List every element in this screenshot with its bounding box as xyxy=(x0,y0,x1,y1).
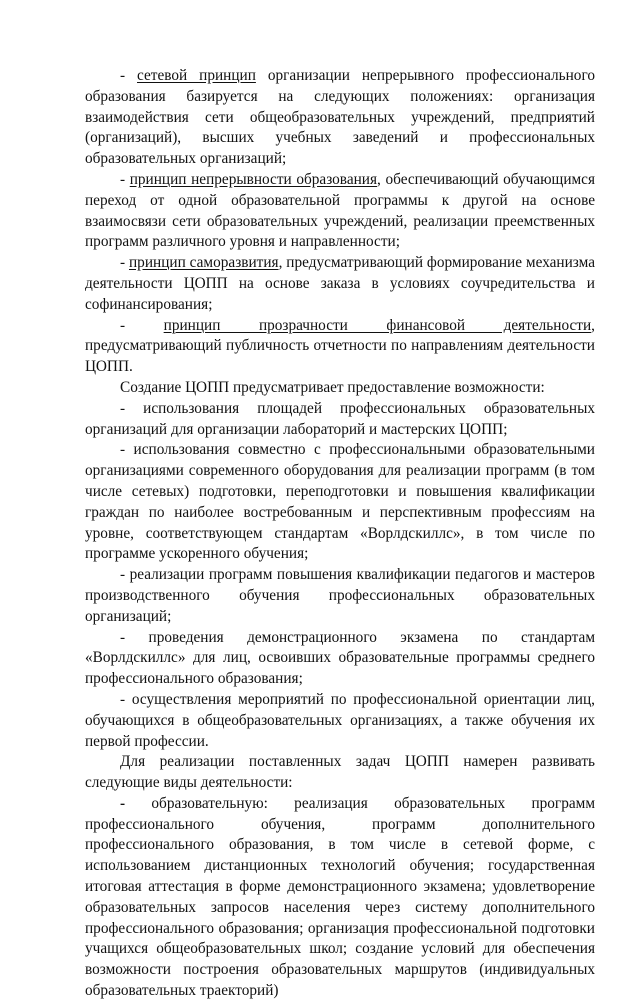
paragraph-transparency-principle xyxy=(85,316,595,378)
paragraph-activities-intro: Для реализации поставленных задач ЦОПП намерен развивать следующие виды деятельности: xyxy=(85,753,595,792)
document-body xyxy=(85,66,595,1002)
paragraph-career-guidance: - осуществления мероприятий по профессиональной ориентации лиц, обучающихся в общеобразовательных организациях, а также обучения их первой профессии. xyxy=(85,690,595,750)
paragraph-dash: - xyxy=(120,254,129,272)
paragraph-network-principle xyxy=(85,66,595,170)
paragraph-self-development-principle xyxy=(85,253,595,315)
paragraph-text: организации непрерывного профессионального образования базируется на следующих положениях: организация взаимодействия сети общеобразовательных учреждений, предприятий (организаций), высших учебных заведений и профессиональных образовательных организаций; xyxy=(85,67,595,168)
paragraph-use-of-premises: - использования площадей профессиональных образовательных организаций для организации лабораторий и мастерских ЦОПП; xyxy=(85,399,595,438)
principle-term: сетевой принцип xyxy=(137,67,256,84)
paragraph-educational-activity xyxy=(85,794,595,1002)
paragraph-joint-equipment: - использования совместно с профессиональными образовательными организациями современного оборудования для реализации программ (в том числе сетевых) подготовки, переподготовки и повышения квалификации граждан по наиболее востребованным и перспективным профессиям на уровне, соответствующем стандартам «Ворлдскиллс», в том числе по программе ускоренного обучения; xyxy=(85,441,595,563)
paragraph-text: , обеспечивающий обучающимся переход от одной образовательной программы к другой на основе взаимосвязи сети образовательных учреждений, реализации преемственных программ различного уровня и направленности; xyxy=(85,170,596,251)
paragraph-continuity-principle xyxy=(85,170,595,253)
paragraph-demo-exam: - проведения демонстрационного экзамена по стандартам «Ворлдскиллс» для лиц, освоивших образовательные программы среднего профессионального образования; xyxy=(85,628,595,688)
principle-term: принцип непрерывности образования xyxy=(129,170,378,188)
paragraph-dash: - xyxy=(120,316,164,334)
paragraph-dash: - xyxy=(120,170,130,188)
principle-term: принцип саморазвития xyxy=(129,254,279,272)
paragraph-dash: - xyxy=(120,67,138,84)
paragraph-text: , предусматривающий формирование механизма деятельности ЦОПП на основе заказа в условиях соучредительства и софинансирования; xyxy=(85,254,595,313)
paragraph-dash: - xyxy=(120,794,152,812)
paragraph-text: , предусматривающий публичность отчетности по направлениям деятельности ЦОПП. xyxy=(85,316,595,376)
principle-term: принцип прозрачности финансовой деятельности xyxy=(163,316,592,334)
paragraph-teacher-training: - реализации программ повышения квалификации педагогов и мастеров производственного обучения профессиональных образовательных организаций; xyxy=(85,566,595,625)
paragraph-possibilities-intro: Создание ЦОПП предусматривает предоставление возможности: xyxy=(120,378,545,396)
paragraph-text: образовательную: реализация образовательных программ профессионального обучения, программ дополнительного профессионального образования, в том числе в сетевой форме, с использованием дистанционных технологий обучения; государственная итоговая аттестация в форме демонстрационного экзамена; удовлетворение образовательных запросов населения через систему дополнительного профессионального образования; организация профессиональной подготовки учащихся общеобразовательных школ; создание условий для обеспечения возможности построения образовательных маршрутов (индивидуальных образовательных траекторий) xyxy=(85,794,595,1000)
